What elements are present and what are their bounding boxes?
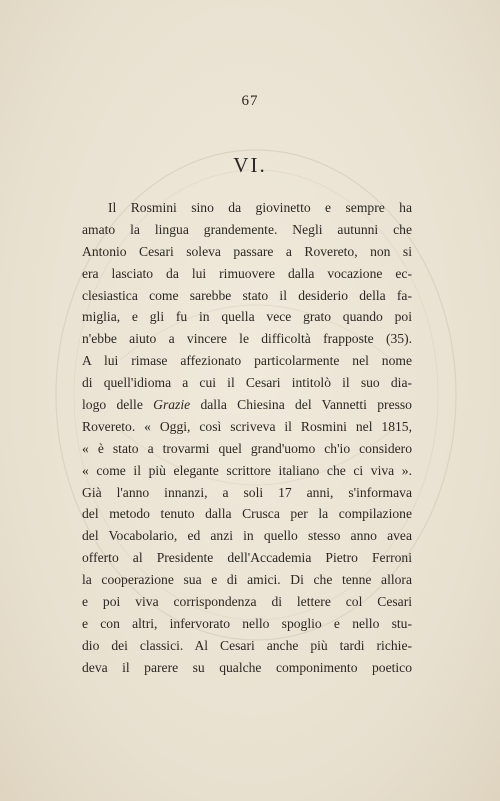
text-line: la cooperazione sua e di amici. Di che tenne allora: [82, 572, 412, 588]
text-line: Antonio Cesari soleva passare a Rovereto, non si: [82, 243, 412, 259]
text-line: Il Rosmini sino da giovinetto e sempre ha: [108, 200, 412, 215]
text-line: del metodo tenuto dalla Crusca per la compilazione: [82, 506, 412, 522]
text-line: « è stato a trovarmi quel grand'uomo ch'io considero: [82, 440, 412, 456]
text-fragment: dalla Chiesina del Vannetti presso: [190, 397, 412, 413]
text-line: deva il parere su qualche componimento poetico: [82, 659, 412, 675]
text-line: e con altri, infervorato nello spoglio e nello stu-: [82, 615, 412, 631]
text-line: A lui rimase affezionato particolarmente nel nome: [82, 353, 412, 369]
body-text: [82, 197, 412, 679]
text-line: Rovereto. « Oggi, così scriveva il Rosmini nel 1815,: [82, 418, 412, 434]
text-line: era lasciato da lui rimuovere dalla vocazione ec-: [82, 265, 412, 281]
text-line: clesiastica come sarebbe stato il desiderio della fa-: [82, 287, 412, 303]
text-line: n'ebbe aiuto a vincere le difficoltà frapposte (35).: [82, 331, 412, 347]
text-line: dio dei classici. Al Cesari anche più tardi richie-: [82, 637, 412, 653]
page-number: 67: [241, 93, 259, 109]
text-line: miglia, e gli fu in quella vece grato quando poi: [82, 309, 412, 325]
text-line: « come il più elegante scrittore italiano che ci viva ».: [82, 462, 412, 478]
italic-title: Grazie: [153, 397, 191, 413]
chapter-heading: VI.: [233, 153, 267, 177]
text-line-italic-title: [82, 394, 412, 416]
text-fragment: logo delle: [82, 397, 154, 413]
text-line: di quell'idioma a cui il Cesari intitolò il suo dia-: [82, 375, 412, 391]
text-line: Già l'anno innanzi, a soli 17 anni, s'informava: [82, 484, 412, 500]
text-line: del Vocabolario, ed anzi in quello stesso anno avea: [82, 528, 412, 544]
text-line: amato la lingua grandemente. Negli autunni che: [82, 221, 412, 237]
text-line: offerto al Presidente dell'Accademia Pietro Ferroni: [82, 550, 412, 566]
text-line: e poi viva corrispondenza di lettere col Cesari: [82, 594, 412, 610]
